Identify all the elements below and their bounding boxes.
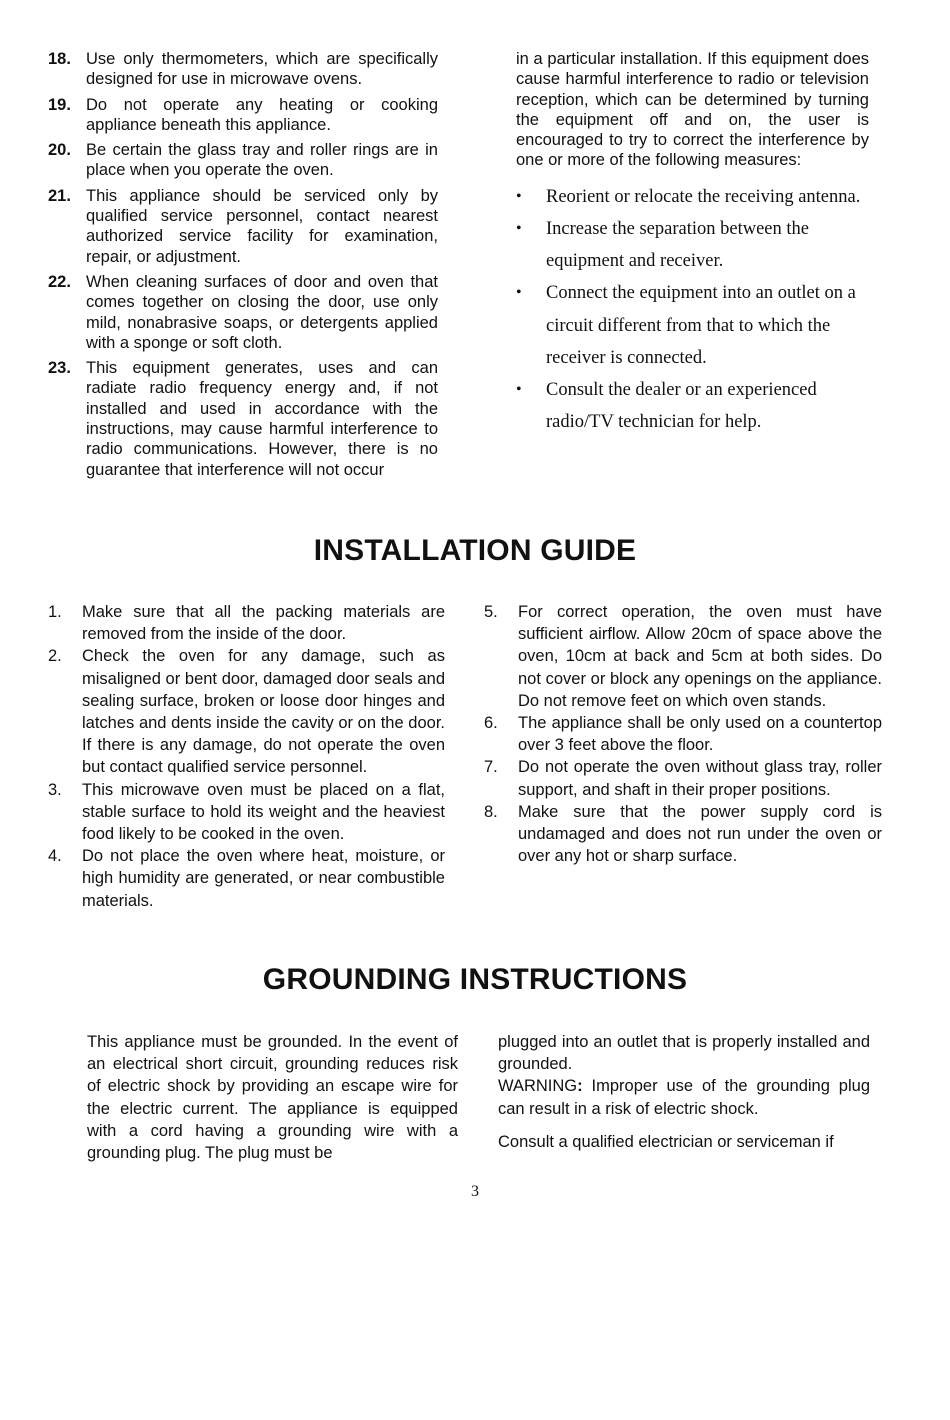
installation-right-column [484,601,882,867]
installation-item-text: Make sure that all the packing materials are removed from the inside of the door. [82,603,445,644]
installation-item-text: For correct operation, the oven must have sufficient airflow. Allow 20cm of space above the oven, 10cm at back and 5cm at both sides. Do not cover or block any openings on the appliance. Do not remove feet on which oven stands. [518,603,882,710]
measure-text: Connect the equipment into an outlet on a circuit different from that to which the receiver is connected. [546,283,856,368]
installation-item-text: Make sure that the power supply cord is undamaged and does not run under the oven or over any hot or sharp surface. [518,802,882,866]
bullet-icon: • [516,284,522,302]
safety-item [48,358,438,480]
warning-text: Improper use of the grounding plug can result in a risk of electric shock. [498,1077,870,1118]
safety-item [48,272,438,353]
grounding-paragraph: This appliance must be grounded. In the event of an electrical short circuit, grounding reduces risk of electric shock by providing an escape wire for the electric current. The appliance is equipped with a cord having a grounding wire with a grounding plug. The plug must be [87,1033,458,1163]
interference-continuation: in a particular installation. If this equipment does cause harmful interference to radio or television reception, which can be determined by turning the equipment off and on, the user is encouraged to try to correct the interference by one or more of the following measures: [516,50,869,170]
safety-item [48,49,438,90]
measure-item [516,374,869,438]
safety-item-number: 18. [48,50,71,68]
installation-item [484,601,882,712]
warning-colon: : [577,1077,583,1096]
page-number: 3 [471,1183,479,1200]
grounding-heading: GROUNDING INSTRUCTIONS [262,963,688,996]
installation-item [484,712,882,756]
measure-item [516,213,869,277]
safety-item-number: 20. [48,141,71,160]
safety-item-text: When cleaning surfaces of door and oven that comes together on closing the door, use only mild, nonabrasive soaps, or detergents applied with a sponge or soft cloth. [86,272,438,352]
installation-item-number: 5. [484,603,498,621]
installation-item [484,756,882,800]
installation-item-number: 3. [48,780,62,799]
safety-item-number: 22. [48,272,71,291]
installation-item [48,645,445,778]
safety-item [48,186,438,267]
grounding-warning [498,1075,870,1119]
interference-measures-list [516,181,869,439]
bullet-icon: • [516,219,522,237]
installation-item-text: This microwave oven must be placed on a flat, stable surface to hold its weight and the heaviest food likely to be cooked in the oven. [82,780,445,844]
installation-item [48,845,445,912]
bullet-icon: • [516,381,522,398]
safety-item-text: This equipment generates, uses and can radiate radio frequency energy and, if not installed and used in accordance with the instructions, may cause harmful interference to radio communications. However, there is no guarantee that interference will not occur [86,359,438,479]
safety-item-number: 23. [48,359,71,378]
installation-item-text: Do not operate the oven without glass tray, roller support, and shaft in their proper positions. [518,758,882,799]
installation-item-number: 8. [484,802,498,821]
measure-item [516,277,869,374]
measure-text: Reorient or relocate the receiving antenna. [546,186,861,207]
safety-item-text: Be certain the glass tray and roller rings are in place when you operate the oven. [86,141,438,180]
installation-item-number: 2. [48,647,62,666]
grounding-paragraph-continuation: plugged into an outlet that is properly installed and grounded. [498,1033,870,1074]
installation-item-number: 7. [484,758,498,777]
installation-item [48,601,445,645]
bullet-icon: • [516,187,522,205]
measure-text: Consult the dealer or an experienced radio/TV technician for help. [546,380,817,433]
installation-item-text: Check the oven for any damage, such as misaligned or bent door, damaged door seals and sealing surface, broken or loose door hinges and latches and dents inside the cavity or on the door. If there is any damage, do not operate the oven but contact qualified service personnel. [82,647,445,777]
installation-item [484,801,882,868]
grounding-left-column [87,1031,458,1164]
installation-heading: INSTALLATION GUIDE [313,534,637,567]
installation-item-number: 1. [48,603,62,621]
interference-column [516,49,869,438]
installation-item-number: 4. [48,847,62,866]
installation-item-text: Do not place the oven where heat, moisture, or high humidity are generated, or near combustible materials. [82,847,445,910]
measure-text: Increase the separation between the equipment and receiver. [546,218,809,272]
warning-label: WARNING [498,1077,578,1096]
safety-items-column [48,49,438,485]
installation-item [48,779,445,846]
safety-item-text: Do not operate any heating or cooking appliance beneath this appliance. [86,95,438,134]
installation-item-text: The appliance shall be only used on a countertop over 3 feet above the floor. [518,714,882,755]
safety-item-number: 21. [48,186,71,205]
installation-item-number: 6. [484,714,498,733]
safety-item-text: This appliance should be serviced only by qualified service personnel, contact nearest authorized service facility for examination, repair, or adjustment. [86,186,438,266]
grounding-right-column [498,1031,870,1153]
grounding-consult: Consult a qualified electrician or serviceman if [498,1132,834,1151]
safety-item-text: Use only thermometers, which are specifically designed for use in microwave ovens. [86,50,438,89]
measure-item [516,181,869,213]
installation-left-column [48,601,445,912]
safety-item-number: 19. [48,95,71,114]
safety-item [48,140,438,181]
safety-item [48,95,438,136]
